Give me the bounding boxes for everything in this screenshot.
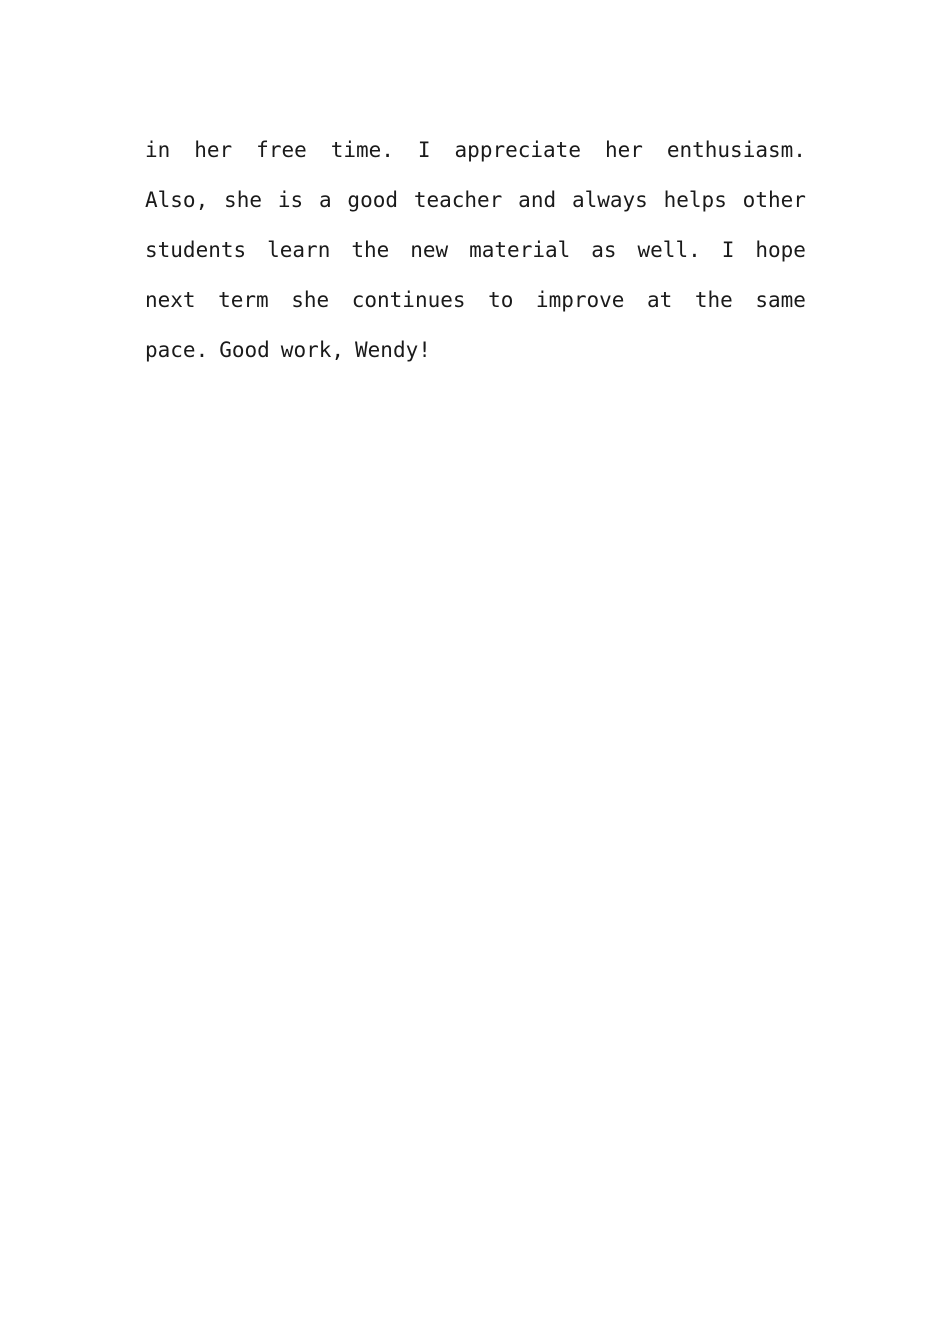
paragraph-line (145, 275, 806, 325)
word: I (721, 238, 735, 262)
word: her (604, 138, 643, 162)
word: she (224, 188, 262, 212)
word: continues (351, 288, 466, 312)
word: time. (330, 138, 394, 162)
word: teacher (413, 188, 503, 212)
word: other (742, 188, 806, 212)
word: at (646, 288, 673, 312)
word: the (694, 288, 733, 312)
word: the (351, 238, 390, 262)
word: helps (663, 188, 727, 212)
body-paragraph (145, 125, 806, 375)
word: free (256, 138, 307, 162)
word: Wendy! (355, 338, 431, 362)
word: hope (755, 238, 806, 262)
word: same (755, 288, 806, 312)
word: always (571, 188, 648, 212)
word: students (145, 238, 247, 262)
paragraph-line (145, 175, 806, 225)
word: pace. (145, 338, 209, 362)
word: Also, (145, 188, 209, 212)
word: learn (267, 238, 331, 262)
word: work, (280, 338, 345, 362)
word: Good (219, 338, 270, 362)
word: her (194, 138, 233, 162)
word: new (410, 238, 449, 262)
word: material (469, 238, 571, 262)
word: to (488, 288, 514, 312)
paragraph-line (145, 325, 806, 375)
word: she (291, 288, 330, 312)
word: as (591, 238, 617, 262)
paragraph-line (145, 125, 806, 175)
word: I (417, 138, 431, 162)
word: good (347, 188, 398, 212)
word: and (518, 188, 557, 212)
word: appreciate (454, 138, 581, 162)
word: a (318, 188, 332, 212)
word: enthusiasm. (666, 138, 806, 162)
word: is (277, 188, 304, 212)
word: next (145, 288, 196, 312)
word: in (145, 138, 171, 162)
paragraph-line (145, 225, 806, 275)
word: well. (637, 238, 701, 262)
word: term (218, 288, 269, 312)
word: improve (535, 288, 625, 312)
